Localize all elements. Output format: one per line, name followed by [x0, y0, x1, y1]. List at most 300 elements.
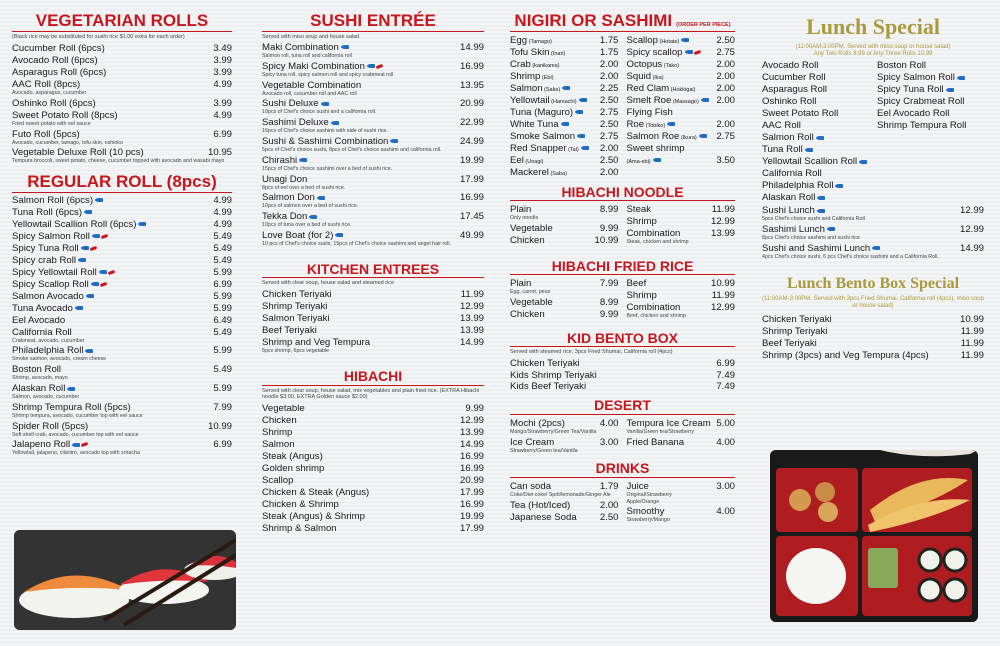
item-name — [627, 35, 690, 47]
item-name-text: Tea (Hot/Iced) — [510, 499, 571, 511]
item-name-text: Scallop — [626, 34, 658, 46]
item-desc: Crabmeat, avocado, cucumber — [12, 337, 85, 344]
item-jp-name: (Massago) — [671, 98, 699, 105]
menu-item — [510, 297, 619, 309]
menu-item — [510, 381, 735, 393]
item-name — [12, 402, 131, 414]
item-price: 10.99 — [594, 234, 619, 246]
menu-item — [627, 119, 736, 131]
item-desc: 10pcs of tuna over a bed of sushi rice. — [262, 222, 352, 229]
item-name — [510, 512, 577, 524]
menu-item — [762, 108, 869, 120]
menu-item — [262, 415, 484, 427]
item-name-text: Boston Roll — [877, 60, 927, 72]
item-name-text: Crab — [510, 58, 531, 70]
item-desc: Apple/Orange — [626, 498, 660, 505]
item-name-text: Spider Roll (5pcs) — [12, 420, 89, 432]
item-desc: Only noodle — [510, 214, 539, 221]
item-price: 11.99 — [960, 349, 984, 361]
menu-item — [510, 83, 619, 95]
item-price: 5.49 — [213, 254, 232, 266]
item-price: 9.99 — [599, 222, 619, 234]
item-name — [510, 119, 569, 131]
item-name — [510, 95, 587, 107]
item-name-text: Shrimp — [626, 290, 657, 302]
item-desc: 5pcs of Chef's choice sushi, 8pcs of Chef's choice sashimi and california roll. — [262, 146, 442, 153]
item-name — [262, 499, 339, 511]
menu-item — [12, 219, 232, 231]
chili-pepper-icon — [693, 50, 701, 55]
item-price: 14.99 — [459, 337, 484, 349]
item-price: 5.99 — [213, 302, 232, 314]
nigiri-title: NIGIRI OR SASHIMI — [514, 11, 673, 30]
item-price: 11.99 — [960, 337, 984, 349]
item-name — [262, 80, 361, 92]
item-price: 20.99 — [459, 475, 484, 487]
item-price: 2.75 — [716, 130, 735, 142]
fish-icon — [575, 110, 583, 114]
column-2 — [262, 0, 484, 646]
fish-icon — [72, 443, 80, 447]
item-name-text: Salmon — [262, 439, 295, 451]
item-price: 6.99 — [213, 439, 232, 451]
item-name — [12, 255, 86, 267]
item-desc: 5pcs Chef's choice sushi and California Roll — [762, 216, 865, 223]
fish-icon — [341, 45, 349, 49]
item-name-text: Eel — [510, 154, 524, 166]
item-price: 13.99 — [459, 325, 484, 337]
item-name-text: Tekka Don — [262, 211, 308, 223]
item-name-text: Salmon Don — [262, 192, 315, 204]
item-name-text: Smelt Roe — [626, 94, 672, 106]
desert-right — [627, 418, 736, 456]
item-name — [627, 143, 685, 155]
menu-item — [627, 71, 736, 83]
item-name-text: Mochi (2pcs) — [510, 417, 565, 429]
item-name-text: Shrimp — [262, 427, 293, 439]
item-price: 9.99 — [599, 308, 619, 320]
item-jp-name: (Ikura) — [679, 134, 697, 141]
item-name — [12, 129, 80, 141]
item-name — [12, 67, 106, 79]
item-name — [262, 451, 323, 463]
menu-item — [627, 95, 736, 107]
item-jp-name: (Tobiko) — [644, 122, 666, 129]
menu-item — [762, 180, 869, 192]
item-jp-name: (Hamachi) — [549, 98, 577, 105]
menu-item — [762, 120, 869, 132]
fried-rice-grid — [510, 278, 735, 321]
item-price: 5.99 — [213, 383, 232, 395]
fish-icon — [699, 134, 707, 138]
item-name-text: Chicken Teriyaki — [762, 313, 832, 325]
item-desc: 10pcs of Chef's choice sushi and a california roll. — [262, 109, 377, 116]
menu-item — [762, 72, 869, 84]
item-name — [627, 290, 657, 302]
item-name-text: Flying Fish — [626, 106, 673, 118]
fish-icon — [299, 158, 307, 162]
fish-icon — [859, 160, 867, 164]
item-name-text: Yellowtail — [510, 94, 550, 106]
item-name — [12, 315, 65, 327]
fish-icon — [86, 294, 94, 298]
item-name — [510, 167, 567, 179]
item-price: 19.99 — [459, 511, 484, 523]
item-name-text: Scallop — [262, 475, 294, 487]
desert-left — [510, 418, 619, 456]
menu-item — [510, 235, 619, 247]
item-name-text: Philadelphia Roll — [762, 180, 834, 192]
item-name — [262, 487, 369, 499]
fish-icon — [835, 184, 843, 188]
lunch-grid — [762, 60, 984, 204]
item-price: 2.00 — [599, 70, 619, 82]
item-price: 7.99 — [599, 278, 619, 290]
item-name-text: Can soda — [510, 480, 552, 492]
menu-item — [510, 119, 619, 131]
item-desc: Spicy tuna roll, spicy salmon roll and spicy crabmeat roll — [262, 71, 394, 78]
item-jp-name: (Saba) — [548, 170, 567, 177]
menu-item — [510, 155, 619, 167]
item-price: 17.99 — [459, 523, 484, 535]
item-desc: Avocado, asparagus, cucumber — [12, 89, 87, 96]
item-name-text: Spicy Salmon Roll — [12, 230, 90, 242]
fish-icon — [579, 98, 587, 102]
item-name — [510, 83, 570, 95]
bento-photo — [770, 450, 978, 622]
menu-item — [510, 131, 619, 143]
item-name-text: Shrimp Tempura Roll (5pcs) — [12, 401, 131, 413]
item-price: 12.99 — [710, 302, 735, 314]
item-name — [762, 350, 929, 362]
item-name — [510, 309, 545, 321]
item-name — [762, 72, 825, 84]
menu-item — [762, 192, 869, 204]
item-name — [262, 403, 305, 415]
item-price: 2.00 — [716, 82, 735, 94]
item-name — [762, 326, 827, 338]
item-price: 10.95 — [207, 147, 232, 159]
nigiri-right — [627, 35, 736, 179]
item-name-text: Boston Roll — [12, 364, 62, 376]
drinks-left — [510, 481, 619, 525]
item-name — [12, 110, 118, 122]
menu-item — [12, 55, 232, 67]
item-name-text: Sushi Deluxe — [262, 98, 319, 110]
item-desc: Shrimp tempura, avocado, cucumber top with eel sauce — [12, 412, 143, 419]
item-name-text: Red Clam — [626, 82, 670, 94]
menu-item — [12, 231, 232, 243]
item-name-text: Unagi Don — [262, 173, 308, 185]
item-price: 2.75 — [716, 46, 735, 58]
item-name — [262, 313, 330, 325]
menu-item — [627, 437, 736, 449]
item-price: 2.50 — [599, 154, 619, 166]
item-price: 8.99 — [599, 203, 619, 215]
item-name — [262, 325, 317, 337]
hibachi-title: HIBACHI — [262, 369, 484, 385]
item-name-text: Vegetable — [510, 222, 553, 234]
menu-item — [12, 267, 232, 279]
item-name-text: Mackerel — [510, 166, 549, 178]
item-name — [510, 500, 570, 512]
menu-item — [510, 95, 619, 107]
item-price: 19.99 — [459, 154, 484, 166]
item-price: 5.49 — [213, 230, 232, 242]
menu-item — [510, 35, 619, 47]
item-name-text: Spicy Yellowtail Roll — [12, 266, 97, 278]
item-price: 10.99 — [710, 278, 735, 290]
menu-item — [627, 83, 736, 95]
item-desc: 10 pcs of Chef's choice sushi, 15pcs of Chef's choice sashimi and angel hair roll. — [262, 240, 451, 247]
item-desc: Egg, carrot, peas — [510, 289, 551, 296]
fish-icon — [817, 209, 825, 213]
item-name — [627, 59, 680, 71]
menu-item — [12, 43, 232, 55]
item-name — [12, 219, 146, 231]
item-name-text: Love Boat (for 2) — [262, 229, 334, 241]
item-name-text: Spicy Tuna Roll — [877, 84, 944, 96]
item-name-text: Shrimp and Veg Tempura — [262, 337, 371, 349]
item-name-text: Eel Avocado — [12, 314, 66, 326]
item-name-text: Beef Teriyaki — [762, 337, 817, 349]
item-name-text: Octopus — [626, 58, 663, 70]
item-name-text: Smoke Salmon — [510, 130, 576, 142]
item-name-text: Tuna Roll (6pcs) — [12, 206, 83, 218]
item-desc: 5pcs shrimp, 6pcs vegetable — [262, 348, 330, 355]
item-name-text: Sweet shrimp — [626, 142, 685, 154]
item-name-text: Chicken — [510, 308, 545, 320]
fish-icon — [805, 148, 813, 152]
nigiri-subtitle: (ORDER PER PIECE) — [676, 22, 731, 28]
fish-icon — [667, 122, 675, 126]
item-price: 11.99 — [960, 325, 984, 337]
item-name — [510, 223, 553, 235]
item-desc: 8pcs of eel over a bed of sushi rice. — [262, 184, 346, 191]
item-name-text: Chicken — [262, 415, 297, 427]
item-name — [510, 358, 580, 370]
menu-item — [510, 309, 619, 321]
fish-icon — [84, 210, 92, 214]
item-name-text: Salmon Avocado — [12, 290, 84, 302]
item-desc-top: Original/Strawberry — [626, 491, 672, 498]
item-name-text: Spicy Scallop Roll — [12, 278, 89, 290]
item-price: 10.99 — [959, 313, 984, 325]
item-name — [627, 119, 676, 131]
item-name — [762, 314, 832, 326]
fish-icon — [67, 387, 75, 391]
item-name-text: Beef Teriyaki — [262, 325, 317, 337]
item-name — [12, 243, 97, 255]
menu-item — [262, 439, 484, 451]
item-name-text: Spicy scallop — [626, 46, 683, 58]
item-name-text: Cucumber Roll — [762, 72, 826, 84]
item-name — [510, 131, 585, 143]
item-price: 4.99 — [213, 109, 232, 121]
item-name-text: Juice — [626, 480, 649, 492]
menu-item — [510, 143, 619, 155]
item-price: 3.99 — [213, 97, 232, 109]
menu-item — [12, 67, 232, 79]
item-price: 13.99 — [710, 227, 735, 239]
item-name — [262, 523, 337, 535]
item-name — [12, 98, 96, 110]
item-name — [510, 297, 553, 309]
item-price: 2.50 — [599, 118, 619, 130]
item-name — [12, 55, 98, 67]
item-name — [762, 180, 843, 192]
lunch-left — [762, 60, 869, 204]
item-price: 4.99 — [213, 194, 232, 206]
item-name — [510, 381, 586, 393]
item-desc: Beef, chicken and shrimp — [626, 313, 686, 319]
item-name-text: Tempura Ice Cream — [626, 417, 711, 429]
vegetarian-title: VEGETARIAN ROLLS — [12, 12, 232, 32]
item-name-text: Shrimp & Salmon — [262, 523, 337, 535]
menu-item — [762, 60, 869, 72]
item-price: 12.99 — [459, 301, 484, 313]
item-desc: Strawberry/Mango — [626, 517, 670, 524]
item-price: 1.75 — [599, 34, 619, 46]
item-name-text: Japanese Soda — [510, 511, 577, 523]
item-price: 4.99 — [213, 78, 232, 90]
menu-item — [762, 326, 984, 338]
fish-icon — [701, 98, 709, 102]
fish-icon — [92, 234, 100, 238]
item-price: 3.99 — [213, 66, 232, 78]
item-desc: Soft shell crab, avocado, cucumber top with eel sauce — [12, 431, 139, 438]
fish-icon — [581, 146, 589, 150]
item-desc: Smoke salmon, avocado, cream cheese — [12, 356, 107, 363]
item-name-text: Avocado Roll (6pcs) — [12, 54, 98, 66]
menu-item — [762, 243, 984, 255]
item-name-text: AAC Roll (8pcs) — [12, 78, 81, 90]
item-price: 1.75 — [599, 46, 619, 58]
item-price: 12.99 — [459, 415, 484, 427]
item-jp-name: (Unagi) — [523, 158, 544, 165]
item-name — [262, 174, 307, 186]
fish-icon — [872, 246, 880, 250]
menu-item — [262, 313, 484, 325]
item-name-text: Tuna Avocado — [12, 302, 73, 314]
item-price: 2.50 — [716, 34, 735, 46]
item-name-text: Vegetable Deluxe Roll (10 pcs) — [12, 147, 144, 159]
menu-item — [627, 35, 736, 47]
item-name — [627, 71, 664, 83]
item-name-text: Chicken & Shrimp — [262, 499, 339, 511]
item-price: 4.99 — [213, 206, 232, 218]
item-name-text: Sashimi Lunch — [762, 223, 825, 235]
fish-icon — [681, 38, 689, 42]
desert-grid — [510, 418, 735, 456]
item-desc: Strawberry/Green tea/Vanilla — [510, 447, 578, 454]
item-name-text: Shrimp (3pcs) and Veg Tempura (4pcs) — [762, 349, 929, 361]
item-price: 6.49 — [213, 314, 232, 326]
nigiri-header — [510, 12, 735, 32]
menu-item — [627, 290, 736, 302]
menu-item — [762, 84, 869, 96]
item-name — [877, 84, 954, 96]
item-name — [510, 370, 597, 382]
item-price: 3.49 — [213, 43, 232, 54]
menu-item — [510, 107, 619, 119]
item-price: 2.50 — [599, 511, 619, 523]
item-name-text: Egg — [510, 34, 528, 46]
menu-item — [262, 523, 484, 535]
menu-item — [762, 156, 869, 168]
item-name — [762, 108, 838, 120]
item-name-text: Golden shrimp — [262, 463, 325, 475]
item-name — [762, 84, 827, 96]
item-name-text: Shrimp — [626, 215, 657, 227]
fish-icon — [816, 136, 824, 140]
menu-item — [877, 84, 984, 96]
item-name — [627, 204, 652, 216]
menu-item — [510, 47, 619, 59]
item-name — [762, 120, 801, 132]
sushi-entree-title: SUSHI ENTRÉE — [262, 12, 484, 32]
item-name-text: Vegetable — [262, 403, 305, 415]
menu-item — [12, 402, 232, 414]
item-price: 13.99 — [459, 313, 484, 325]
menu-item — [627, 278, 736, 290]
item-price: 2.00 — [716, 94, 735, 106]
menu-item — [510, 358, 735, 370]
chili-pepper-icon — [99, 282, 107, 287]
item-name-text: Plain — [510, 203, 532, 215]
item-name-text: Chirashi — [262, 154, 298, 166]
item-price: 16.99 — [459, 499, 484, 511]
item-name — [262, 301, 327, 313]
item-name — [12, 303, 83, 315]
item-name-text: Spicy Tuna Roll — [12, 242, 79, 254]
item-price: 14.99 — [459, 439, 484, 451]
item-price: 4.00 — [599, 417, 619, 429]
hibachi-note: Served with clear soup, house salad, mix vegetables and plain fried rice. (EXTRA Hibachi noodle $3.00, EXTRA Golden sauce $2.00) — [262, 387, 480, 400]
item-price: 2.00 — [716, 70, 735, 82]
item-jp-name: (Ika) — [651, 74, 664, 81]
item-name-text: Futo Roll (5pcs) — [12, 128, 80, 140]
item-name — [762, 156, 867, 168]
fish-icon — [577, 134, 585, 138]
item-name-text: Spicy Maki Combination — [262, 60, 365, 72]
kitchen-list — [262, 289, 484, 355]
item-jp-name: (Sake) — [542, 86, 561, 93]
fish-icon — [561, 122, 569, 126]
item-name — [262, 463, 324, 475]
item-name-text: Chicken Teriyaki — [262, 289, 332, 301]
item-name-text: Spicy Crabmeat Roll — [877, 96, 965, 108]
item-name — [762, 96, 816, 108]
chili-pepper-icon — [376, 64, 384, 69]
item-name-text: California Roll — [12, 326, 72, 338]
item-name-text: Cucumber Roll (6pcs) — [12, 43, 105, 54]
kitchen-title: KITCHEN ENTREES — [262, 262, 484, 278]
item-name-text: Chicken Teriyaki — [510, 357, 580, 369]
vegetarian-note: (Black rice may be substituted for sushi rice $1.00 extra for each order) — [12, 33, 185, 40]
item-jp-name: (Hotate) — [657, 38, 680, 45]
sushi-entree-list — [262, 42, 484, 248]
item-price: 7.49 — [716, 381, 735, 393]
menu-item — [627, 59, 736, 71]
item-name — [627, 216, 657, 228]
menu-item — [627, 155, 736, 167]
fish-icon — [85, 349, 93, 353]
item-price: 2.00 — [716, 118, 735, 130]
item-name-text: Tofu Skin — [510, 46, 550, 58]
item-name-text: Squid — [626, 70, 652, 82]
menu-item — [262, 499, 484, 511]
